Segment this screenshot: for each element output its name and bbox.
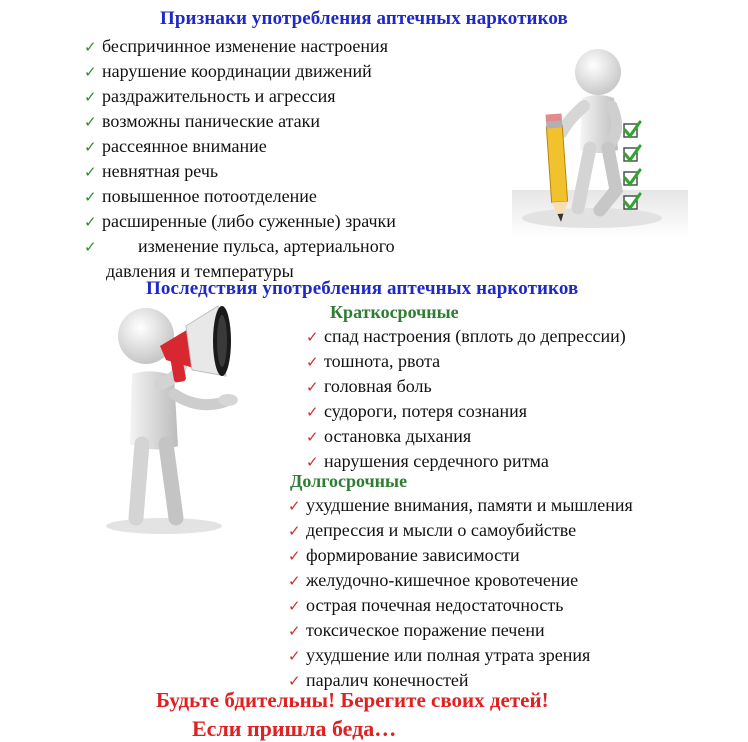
long-term-label: Долгосрочные bbox=[290, 471, 408, 491]
short-term-label: Краткосрочные bbox=[330, 302, 459, 322]
list-item: ✓ острая почечная недостаточность bbox=[288, 593, 633, 618]
check-icon: ✓ bbox=[84, 238, 97, 256]
list-item: ✓ невнятная речь bbox=[84, 159, 396, 184]
check-icon: ✓ bbox=[84, 38, 97, 56]
list-item: ✓ нарушение координации движений bbox=[84, 59, 396, 84]
check-icon: ✓ bbox=[288, 647, 301, 665]
check-icon: ✓ bbox=[306, 328, 319, 346]
list-item: ✓ беспричинное изменение настроения bbox=[84, 34, 396, 59]
check-icon: ✓ bbox=[288, 622, 301, 640]
list-item: ✓ паралич конечностей bbox=[288, 668, 633, 693]
list-item: ✓ спад настроения (вплоть до депрессии) bbox=[306, 324, 626, 349]
figure-with-pencil-illustration bbox=[512, 40, 688, 238]
check-icon: ✓ bbox=[288, 522, 301, 540]
check-icon: ✓ bbox=[84, 188, 97, 206]
figure-with-megaphone-illustration bbox=[94, 298, 250, 536]
check-icon: ✓ bbox=[288, 497, 301, 515]
list-item: ✓ раздражительность и агрессия bbox=[84, 84, 396, 109]
list-item: ✓ повышенное потоотделение bbox=[84, 184, 396, 209]
long-term-list bbox=[288, 493, 633, 693]
consequences-title: Последствия употребления аптечных наркотиков bbox=[146, 278, 579, 299]
check-icon: ✓ bbox=[84, 63, 97, 81]
check-icon: ✓ bbox=[288, 572, 301, 590]
list-item: ✓ желудочно-кишечное кровотечение bbox=[288, 568, 633, 593]
check-icon: ✓ bbox=[288, 672, 301, 690]
list-item: ✓ токсическое поражение печени bbox=[288, 618, 633, 643]
check-icon: ✓ bbox=[84, 163, 97, 181]
list-item: ✓ изменение пульса, артериального bbox=[84, 234, 396, 259]
check-icon: ✓ bbox=[84, 113, 97, 131]
list-item: ✓ депрессия и мысли о самоубийстве bbox=[288, 518, 633, 543]
list-item: ✓ ухудшение или полная утрата зрения bbox=[288, 643, 633, 668]
list-item-continuation: давления и температуры bbox=[106, 261, 294, 281]
list-item: ✓ головная боль bbox=[306, 374, 626, 399]
check-icon: ✓ bbox=[84, 213, 97, 231]
list-item: ✓ возможны панические атаки bbox=[84, 109, 396, 134]
list-item: ✓ судороги, потеря сознания bbox=[306, 399, 626, 424]
list-item: ✓ расширенные (либо суженные) зрачки bbox=[84, 209, 396, 234]
warning-line-2: Если пришла беда… bbox=[192, 716, 397, 741]
list-item: ✓ формирование зависимости bbox=[288, 543, 633, 568]
signs-title: Признаки употребления аптечных наркотиков bbox=[160, 8, 568, 29]
check-icon: ✓ bbox=[84, 138, 97, 156]
check-icon: ✓ bbox=[288, 597, 301, 615]
check-icon: ✓ bbox=[306, 403, 319, 421]
list-item: ✓ нарушения сердечного ритма bbox=[306, 449, 626, 474]
signs-list bbox=[84, 34, 396, 283]
check-icon: ✓ bbox=[306, 378, 319, 396]
list-item: ✓ ухудшение внимания, памяти и мышления bbox=[288, 493, 633, 518]
list-item: ✓ тошнота, рвота bbox=[306, 349, 626, 374]
check-icon: ✓ bbox=[306, 353, 319, 371]
check-icon: ✓ bbox=[84, 88, 97, 106]
check-icon: ✓ bbox=[306, 453, 319, 471]
check-icon: ✓ bbox=[306, 428, 319, 446]
short-term-list bbox=[306, 324, 626, 474]
list-item: ✓ рассеянное внимание bbox=[84, 134, 396, 159]
list-item: ✓ остановка дыхания bbox=[306, 424, 626, 449]
warning-line-1: Будьте бдительны! Берегите своих детей! bbox=[156, 688, 549, 712]
check-icon: ✓ bbox=[288, 547, 301, 565]
